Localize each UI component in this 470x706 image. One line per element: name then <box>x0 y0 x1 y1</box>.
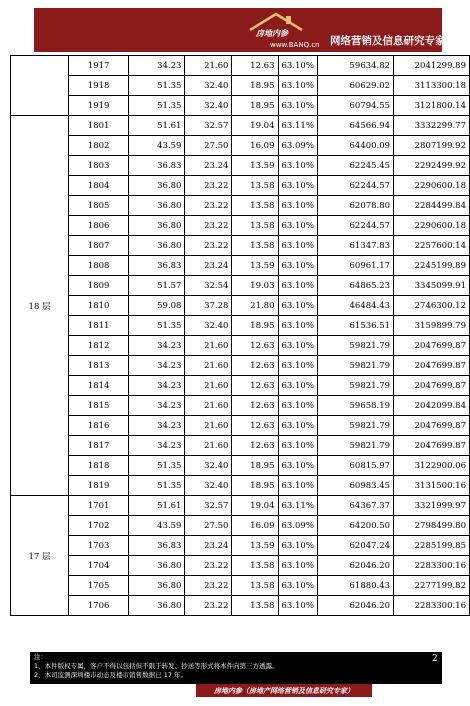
room-number-cell: 1811 <box>69 316 129 336</box>
room-number-cell: 1807 <box>69 236 129 256</box>
unit-price-cell: 62244.57 <box>317 216 393 236</box>
table-row <box>11 496 470 516</box>
room-number-cell: 1702 <box>69 516 129 536</box>
room-number-cell: 1813 <box>69 356 129 376</box>
ratio-cell: 63.10% <box>278 176 317 196</box>
area-inner-cell: 27.50 <box>185 516 232 536</box>
area-inner-cell: 32.40 <box>185 316 232 336</box>
table-row <box>11 56 470 76</box>
ratio-cell: 63.10% <box>278 96 317 116</box>
area-total-cell: 36.80 <box>129 196 185 216</box>
unit-price-cell: 60794.55 <box>317 96 393 116</box>
area-shared-cell: 13.58 <box>232 176 278 196</box>
area-inner-cell: 32.54 <box>185 276 232 296</box>
area-shared-cell: 13.59 <box>232 256 278 276</box>
area-total-cell: 43.59 <box>129 136 185 156</box>
logo-text: 房地内参 <box>256 28 288 38</box>
ratio-cell: 63.10% <box>278 296 317 316</box>
area-inner-cell: 32.57 <box>185 496 232 516</box>
total-price-cell: 2798499.80 <box>394 516 470 536</box>
area-total-cell: 36.83 <box>129 156 185 176</box>
area-total-cell: 43.59 <box>129 516 185 536</box>
ratio-cell: 63.10% <box>278 556 317 576</box>
area-inner-cell: 23.22 <box>185 216 232 236</box>
unit-price-cell: 59821.79 <box>317 356 393 376</box>
room-number-cell: 1814 <box>69 376 129 396</box>
room-number-cell: 1803 <box>69 156 129 176</box>
area-total-cell: 34.23 <box>129 376 185 396</box>
area-total-cell: 34.23 <box>129 356 185 376</box>
total-price-cell: 2047699.87 <box>394 376 470 396</box>
area-total-cell: 36.80 <box>129 596 185 616</box>
table-row <box>11 276 470 296</box>
price-table <box>10 55 470 616</box>
ratio-cell: 63.10% <box>278 436 317 456</box>
total-price-cell: 3131500.16 <box>394 476 470 496</box>
room-number-cell: 1812 <box>69 336 129 356</box>
ratio-cell: 63.09% <box>278 516 317 536</box>
unit-price-cell: 59658.19 <box>317 396 393 416</box>
table-row <box>11 576 470 596</box>
area-inner-cell: 21.60 <box>185 436 232 456</box>
ratio-cell: 63.10% <box>278 576 317 596</box>
room-number-cell: 1815 <box>69 396 129 416</box>
total-price-cell: 2283300.16 <box>394 596 470 616</box>
table-row <box>11 436 470 456</box>
unit-price-cell: 59821.79 <box>317 436 393 456</box>
header-banner <box>34 8 446 52</box>
unit-price-cell: 61536.51 <box>317 316 393 336</box>
area-shared-cell: 13.58 <box>232 236 278 256</box>
area-inner-cell: 23.24 <box>185 156 232 176</box>
notes-title: 注： <box>34 653 47 661</box>
total-price-cell: 2746300.12 <box>394 296 470 316</box>
area-total-cell: 51.35 <box>129 456 185 476</box>
area-total-cell: 51.57 <box>129 276 185 296</box>
total-price-cell: 2042099.84 <box>394 396 470 416</box>
area-total-cell: 51.35 <box>129 96 185 116</box>
total-price-cell: 3113300.18 <box>394 76 470 96</box>
header-slogan: 网络营销及信息研究专家 <box>330 35 446 47</box>
area-inner-cell: 32.40 <box>185 96 232 116</box>
area-shared-cell: 13.58 <box>232 556 278 576</box>
room-number-cell: 1810 <box>69 296 129 316</box>
area-shared-cell: 13.58 <box>232 596 278 616</box>
room-number-cell: 1817 <box>69 436 129 456</box>
total-price-cell: 2047699.87 <box>394 356 470 376</box>
table-row <box>11 256 470 276</box>
unit-price-cell: 59634.82 <box>317 56 393 76</box>
total-price-cell: 3121800.14 <box>394 96 470 116</box>
notes-box <box>30 652 442 684</box>
table-row <box>11 596 470 616</box>
area-inner-cell: 23.22 <box>185 556 232 576</box>
unit-price-cell: 64200.50 <box>317 516 393 536</box>
floor-cell: 18 层 <box>11 116 69 496</box>
area-total-cell: 36.80 <box>129 556 185 576</box>
area-total-cell: 51.35 <box>129 476 185 496</box>
table-row <box>11 456 470 476</box>
room-number-cell: 1706 <box>69 596 129 616</box>
floor-cell <box>11 56 69 116</box>
table-row <box>11 96 470 116</box>
unit-price-cell: 62047.24 <box>317 536 393 556</box>
area-inner-cell: 23.22 <box>185 236 232 256</box>
table-row <box>11 396 470 416</box>
table-row <box>11 296 470 316</box>
total-price-cell: 3332299.77 <box>394 116 470 136</box>
area-inner-cell: 23.22 <box>185 176 232 196</box>
area-total-cell: 51.61 <box>129 496 185 516</box>
room-number-cell: 1917 <box>69 56 129 76</box>
area-inner-cell: 21.60 <box>185 336 232 356</box>
table-row <box>11 356 470 376</box>
room-number-cell: 1808 <box>69 256 129 276</box>
area-inner-cell: 21.60 <box>185 396 232 416</box>
unit-price-cell: 61347.83 <box>317 236 393 256</box>
area-shared-cell: 16.09 <box>232 136 278 156</box>
room-number-cell: 1806 <box>69 216 129 236</box>
area-total-cell: 34.23 <box>129 336 185 356</box>
room-number-cell: 1801 <box>69 116 129 136</box>
ratio-cell: 63.10% <box>278 316 317 336</box>
total-price-cell: 2245199.89 <box>394 256 470 276</box>
area-total-cell: 34.23 <box>129 396 185 416</box>
notes-line-2: 2、本司监测深圳楼市动态及楼市销售数据已 17 年。 <box>34 671 188 679</box>
room-number-cell: 1704 <box>69 556 129 576</box>
room-number-cell: 1705 <box>69 576 129 596</box>
area-inner-cell: 37.28 <box>185 296 232 316</box>
ratio-cell: 63.10% <box>278 356 317 376</box>
unit-price-cell: 60961.17 <box>317 256 393 276</box>
total-price-cell: 2041299.89 <box>394 56 470 76</box>
table-row <box>11 176 470 196</box>
area-inner-cell: 21.60 <box>185 56 232 76</box>
site-url: www.BANQ.cn <box>270 41 320 49</box>
ratio-cell: 63.10% <box>278 156 317 176</box>
ratio-cell: 63.10% <box>278 476 317 496</box>
table-row <box>11 116 470 136</box>
ratio-cell: 63.10% <box>278 536 317 556</box>
area-shared-cell: 21.80 <box>232 296 278 316</box>
unit-price-cell: 59821.79 <box>317 376 393 396</box>
total-price-cell: 2283300.16 <box>394 556 470 576</box>
area-inner-cell: 21.60 <box>185 416 232 436</box>
room-number-cell: 1703 <box>69 536 129 556</box>
unit-price-cell: 60815.97 <box>317 456 393 476</box>
area-total-cell: 51.35 <box>129 76 185 96</box>
unit-price-cell: 59821.79 <box>317 336 393 356</box>
ratio-cell: 63.10% <box>278 456 317 476</box>
unit-price-cell: 60983.45 <box>317 476 393 496</box>
area-total-cell: 36.83 <box>129 256 185 276</box>
total-price-cell: 2292499.92 <box>394 156 470 176</box>
ratio-cell: 63.10% <box>278 376 317 396</box>
unit-price-cell: 64367.37 <box>317 496 393 516</box>
floor-cell: 17 层 <box>11 496 69 616</box>
ratio-cell: 63.10% <box>278 416 317 436</box>
room-number-cell: 1809 <box>69 276 129 296</box>
area-total-cell: 36.80 <box>129 576 185 596</box>
table-row <box>11 536 470 556</box>
table-row <box>11 196 470 216</box>
area-inner-cell: 23.22 <box>185 196 232 216</box>
table-row <box>11 216 470 236</box>
room-number-cell: 1802 <box>69 136 129 156</box>
table-row <box>11 156 470 176</box>
area-total-cell: 36.83 <box>129 536 185 556</box>
area-total-cell: 36.80 <box>129 216 185 236</box>
area-inner-cell: 23.24 <box>185 536 232 556</box>
area-shared-cell: 18.95 <box>232 456 278 476</box>
area-inner-cell: 23.24 <box>185 256 232 276</box>
total-price-cell: 2807199.92 <box>394 136 470 156</box>
total-price-cell: 3122900.06 <box>394 456 470 476</box>
ratio-cell: 63.10% <box>278 196 317 216</box>
room-number-cell: 1919 <box>69 96 129 116</box>
area-inner-cell: 23.22 <box>185 596 232 616</box>
area-shared-cell: 19.04 <box>232 496 278 516</box>
area-shared-cell: 12.63 <box>232 336 278 356</box>
table-row <box>11 556 470 576</box>
area-inner-cell: 32.40 <box>185 476 232 496</box>
ratio-cell: 63.10% <box>278 56 317 76</box>
unit-price-cell: 62046.20 <box>317 556 393 576</box>
ratio-cell: 63.10% <box>278 76 317 96</box>
area-total-cell: 34.23 <box>129 436 185 456</box>
area-shared-cell: 12.63 <box>232 356 278 376</box>
area-shared-cell: 12.63 <box>232 416 278 436</box>
area-total-cell: 59.08 <box>129 296 185 316</box>
area-total-cell: 51.61 <box>129 116 185 136</box>
room-number-cell: 1804 <box>69 176 129 196</box>
area-shared-cell: 12.63 <box>232 396 278 416</box>
table-row <box>11 336 470 356</box>
area-inner-cell: 32.40 <box>185 76 232 96</box>
area-total-cell: 51.35 <box>129 316 185 336</box>
area-shared-cell: 19.03 <box>232 276 278 296</box>
unit-price-cell: 64566.94 <box>317 116 393 136</box>
table-row <box>11 516 470 536</box>
room-number-cell: 1805 <box>69 196 129 216</box>
page-number: 2 <box>432 654 438 664</box>
area-shared-cell: 19.04 <box>232 116 278 136</box>
footer-banner: 房地内参（房地产网络营销及信息研究专家） <box>196 684 372 697</box>
area-shared-cell: 18.95 <box>232 96 278 116</box>
unit-price-cell: 64400.09 <box>317 136 393 156</box>
area-inner-cell: 21.60 <box>185 376 232 396</box>
area-inner-cell: 21.60 <box>185 356 232 376</box>
unit-price-cell: 62046.20 <box>317 596 393 616</box>
ratio-cell: 63.10% <box>278 276 317 296</box>
area-shared-cell: 18.95 <box>232 76 278 96</box>
total-price-cell: 2047699.87 <box>394 416 470 436</box>
total-price-cell: 2285199.85 <box>394 536 470 556</box>
total-price-cell: 2047699.87 <box>394 336 470 356</box>
area-shared-cell: 16.09 <box>232 516 278 536</box>
table-row <box>11 316 470 336</box>
total-price-cell: 2257600.14 <box>394 236 470 256</box>
area-total-cell: 34.23 <box>129 56 185 76</box>
total-price-cell: 2047699.87 <box>394 436 470 456</box>
area-shared-cell: 13.59 <box>232 536 278 556</box>
ratio-cell: 63.10% <box>278 396 317 416</box>
area-shared-cell: 13.59 <box>232 156 278 176</box>
ratio-cell: 63.11% <box>278 496 317 516</box>
area-total-cell: 36.80 <box>129 176 185 196</box>
unit-price-cell: 62078.80 <box>317 196 393 216</box>
table-row <box>11 76 470 96</box>
ratio-cell: 63.10% <box>278 216 317 236</box>
total-price-cell: 2284499.84 <box>394 196 470 216</box>
area-shared-cell: 13.58 <box>232 196 278 216</box>
area-total-cell: 36.80 <box>129 236 185 256</box>
area-total-cell: 34.23 <box>129 416 185 436</box>
unit-price-cell: 61880.43 <box>317 576 393 596</box>
room-number-cell: 1819 <box>69 476 129 496</box>
unit-price-cell: 62244.57 <box>317 176 393 196</box>
table-row <box>11 136 470 156</box>
total-price-cell: 3345099.91 <box>394 276 470 296</box>
area-shared-cell: 18.95 <box>232 476 278 496</box>
ratio-cell: 63.10% <box>278 236 317 256</box>
ratio-cell: 63.10% <box>278 596 317 616</box>
room-number-cell: 1818 <box>69 456 129 476</box>
table-row <box>11 236 470 256</box>
area-shared-cell: 12.63 <box>232 56 278 76</box>
unit-price-cell: 59821.79 <box>317 416 393 436</box>
room-number-cell: 1918 <box>69 76 129 96</box>
ratio-cell: 63.09% <box>278 136 317 156</box>
area-shared-cell: 12.63 <box>232 376 278 396</box>
area-shared-cell: 18.95 <box>232 316 278 336</box>
unit-price-cell: 62245.45 <box>317 156 393 176</box>
total-price-cell: 2277199.82 <box>394 576 470 596</box>
total-price-cell: 2290600.18 <box>394 216 470 236</box>
ratio-cell: 63.10% <box>278 256 317 276</box>
total-price-cell: 2290600.18 <box>394 176 470 196</box>
area-inner-cell: 27.50 <box>185 136 232 156</box>
table-row <box>11 416 470 436</box>
unit-price-cell: 46484.43 <box>317 296 393 316</box>
area-shared-cell: 13.58 <box>232 576 278 596</box>
unit-price-cell: 60629.02 <box>317 76 393 96</box>
table-row <box>11 376 470 396</box>
ratio-cell: 63.11% <box>278 116 317 136</box>
room-number-cell: 1701 <box>69 496 129 516</box>
total-price-cell: 3321999.97 <box>394 496 470 516</box>
table-row <box>11 476 470 496</box>
area-shared-cell: 13.58 <box>232 216 278 236</box>
total-price-cell: 3159899.79 <box>394 316 470 336</box>
area-inner-cell: 32.57 <box>185 116 232 136</box>
ratio-cell: 63.10% <box>278 336 317 356</box>
area-inner-cell: 23.22 <box>185 576 232 596</box>
room-number-cell: 1816 <box>69 416 129 436</box>
unit-price-cell: 64865.23 <box>317 276 393 296</box>
area-inner-cell: 32.40 <box>185 456 232 476</box>
area-shared-cell: 12.63 <box>232 436 278 456</box>
notes-line-1: 1、本件版权专属，客户不得以包括但不限于转发、抄送等形式将本件向第三方透露。 <box>34 662 279 670</box>
